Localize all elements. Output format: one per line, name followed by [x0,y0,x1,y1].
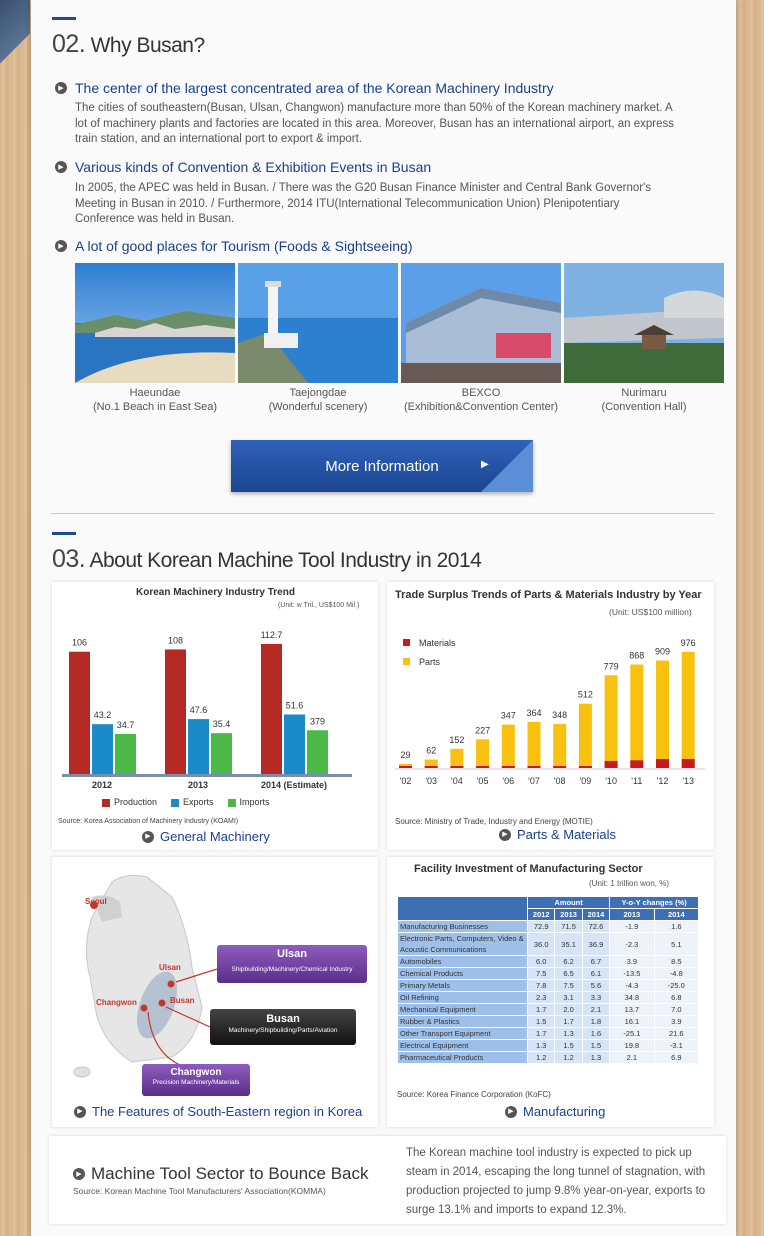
data-label: 106 [71,637,88,648]
category-label: '06 [502,776,515,786]
category-label: 2014 (Estimate) [260,780,328,790]
table-cell: -3.1 [654,1040,698,1052]
photo-caption-taejongdae [238,386,398,414]
table-cell: -25.1 [610,1028,654,1040]
data-label: 62 [426,745,437,756]
table-cell: 1.5 [555,1040,582,1052]
table-cell: 72.6 [582,921,609,933]
bar-exports-0 [92,724,113,774]
general-machinery-legend [102,797,270,807]
table-cell: -4.3 [610,980,654,992]
category-label: '08 [553,776,566,786]
table-row [398,1028,699,1040]
table-cell: 1.5 [582,1040,609,1052]
row-label: Electronic Parts, Computers, Video & Acoustic Communications [398,933,528,956]
table-cell: 1.7 [528,1028,555,1040]
photo-caption-haeundae [75,386,235,414]
table-row [398,933,699,956]
table-cell: 71.5 [555,921,582,933]
data-label: 108 [167,635,184,646]
link-label: General Machinery [160,829,270,844]
table-header-yoy: Y-o-Y changes (%) [610,897,699,909]
table-body [398,921,699,1064]
legend-production: Production [102,797,157,807]
table-cell: 6.9 [654,1052,698,1064]
row-label: Other Transport Equipment [398,1028,528,1040]
busan-feature-box [210,1009,356,1045]
link-label: Manufacturing [523,1104,606,1119]
year-header: 2012 [528,909,555,921]
chart-unit: (Unit: w Tril., US$100 Mil.) [278,602,360,609]
table-cell: -2.3 [610,933,654,956]
data-label: 51.6 [285,700,304,711]
table-cell: 36.9 [582,933,609,956]
chart-title: Korean Machinery Industry Trend [136,587,295,598]
table-cell: 1.7 [555,1016,582,1028]
bar-imports-1 [211,733,232,774]
box-city: Ulsan [277,948,307,960]
section-title: About Korean Machine Tool Industry in 2014 [89,549,482,572]
bar-imports-2 [307,730,328,774]
photo-taejongdae [238,263,398,383]
row-label: Mechanical Equipment [398,1004,528,1016]
point-heading-text: The center of the largest concentrated area of the Korean Machinery Industry [75,80,554,96]
section-accent-bar [52,532,76,535]
point-1-heading [55,80,554,96]
category-label: '05 [476,776,489,786]
photo-name: Haeundae [129,387,181,399]
data-label: 112.7 [260,630,283,640]
link-label: Parts & Materials [517,827,616,842]
table-row [398,980,699,992]
photo-caption-bexco [401,386,561,414]
arrow-bullet-icon: ▶ [55,240,67,252]
bar-materials-4 [502,766,515,768]
bar-materials-5 [528,766,541,768]
table-cell: -4.8 [654,968,698,980]
table-cell: 3.1 [555,992,582,1004]
table-cell: 2.0 [555,1004,582,1016]
row-label: Rubber & Plastics [398,1016,528,1028]
more-information-label: More Information [325,457,439,475]
point-2-text: In 2005, the APEC was held in Busan. / There was the G20 Busan Finance Minister and Central Bank Governor's Meeting in Busan in 2010. / Furthermore, 2014 ITU(International Telecommunication Union) Plenipotentiary Conference was held in Busan. [75,182,652,225]
summary-title: Machine Tool Sector to Bounce Back [91,1164,369,1183]
data-label: 976 [680,637,696,648]
table-header-blank [398,897,528,921]
box-city: Changwon [170,1067,222,1078]
data-label: 47.6 [189,705,208,716]
table-row [398,921,699,933]
table-cell: 1.5 [528,1016,555,1028]
table-title: Facility Investment of Manufacturing Sector [414,863,643,875]
table-cell: 6.8 [654,992,698,1004]
bar-materials-11 [682,759,695,768]
chart-source: Source: Korea Association of Machinery Industry (KOAMI) [58,818,239,825]
bar-materials-6 [553,766,566,768]
table-row [398,1016,699,1028]
bar-materials-2 [450,766,463,768]
region-card [52,857,378,1127]
section-title: Why Busan? [90,34,205,57]
bar-parts-5 [528,722,541,768]
bar-production-1 [165,649,186,774]
photo-subcaption: (Exhibition&Convention Center) [403,401,559,413]
data-label: 29 [400,749,411,760]
investment-table [397,896,699,1064]
manufacturing-card [387,857,714,1127]
parts-materials-link[interactable] [499,827,616,842]
row-label: Chemical Products [398,968,528,980]
bar-materials-8 [605,761,618,768]
row-label: Automobiles [398,956,528,968]
arrow-bullet-icon: ▶ [505,1106,517,1118]
table-cell: 7.0 [654,1004,698,1016]
table-cell: 1.3 [555,1028,582,1040]
table-cell: -1.9 [610,921,654,933]
category-label: 2012 [91,780,113,790]
data-label: 347 [500,710,516,721]
section-accent-bar [52,17,76,20]
table-cell: 2.3 [528,992,555,1004]
category-label: '02 [399,776,412,786]
table-cell: 34.8 [610,992,654,1004]
city-label-busan: Busan [170,996,195,1005]
summary-text: The Korean machine tool industry is expected to pick up steam in 2014, escaping the long tunnel of stagnation, with production projected to jump 9.8% year-on-year, exports to surge 13.1% and imports to expand 12.3%. [406,1147,706,1216]
parts-materials-card [387,582,714,850]
year-header: 2014 [582,909,609,921]
data-label: 34.7 [116,719,135,730]
table-cell: 6.7 [582,956,609,968]
table-cell: 1.2 [528,1052,555,1064]
category-label: '13 [682,776,695,786]
data-label: 868 [629,650,645,661]
category-label: '09 [579,776,592,786]
section-divider [50,513,714,514]
category-label: '04 [451,776,463,786]
row-label: Pharmaceutical Products [398,1052,528,1064]
table-row [398,1004,699,1016]
bar-materials-3 [476,766,489,768]
region-features-link[interactable] [74,1104,362,1119]
data-label: 152 [449,734,465,745]
category-label: '10 [605,776,617,786]
year-header: 2013 [610,909,654,921]
photo-subcaption: (No.1 Beach in East Sea) [92,401,218,413]
table-cell: 1.3 [582,1052,609,1064]
table-cell: 1.2 [555,1052,582,1064]
legend-exports: Exports [171,797,214,807]
ulsan-feature-box [217,945,367,983]
bar-materials-7 [579,766,592,768]
chart-unit: (Unit: US$100 million) [609,607,692,617]
arrow-bullet-icon: ▶ [74,1106,86,1118]
box-desc: Machinery/Shipbuilding/Parts/Aviation [228,1027,338,1034]
table-cell: 5.6 [582,980,609,992]
table-cell: 6.2 [555,956,582,968]
data-label: 379 [309,716,326,727]
data-label: 348 [552,709,568,720]
category-label: '07 [528,776,540,786]
table-row [398,968,699,980]
table-cell: 8.5 [654,956,698,968]
box-desc: Precision Machinery/Materials [152,1079,240,1086]
box-desc: Shipbuilding/Machinery/Chemical Industry [231,966,353,973]
photo-name: Taejongdae [289,387,347,399]
table-cell: 3.9 [654,1016,698,1028]
bar-materials-9 [630,760,643,768]
bar-parts-8 [605,675,618,768]
table-cell: 2.1 [582,1004,609,1016]
table-cell: 6.0 [528,956,555,968]
year-header: 2014 [654,909,698,921]
section-2-heading [52,30,205,59]
arrow-bullet-icon: ▶ [142,831,154,843]
table-cell: 13.7 [610,1004,654,1016]
changwon-feature-box [142,1064,250,1096]
row-label: Manufacturing Businesses [398,921,528,933]
bar-imports-0 [115,734,136,774]
legend-label-materials: Materials [419,638,456,648]
data-label: 35.4 [212,719,231,730]
bar-parts-7 [579,704,592,768]
data-label: 227 [475,725,491,736]
table-cell: 6.5 [555,968,582,980]
general-machinery-card [52,582,378,850]
table-cell: 7.5 [528,968,555,980]
link-label: The Features of South-Eastern region in Korea [92,1104,363,1119]
photo-subcaption: (Convention Hall) [601,401,687,413]
general-machinery-chart [52,612,378,822]
city-label-seoul: Seoul [85,897,107,906]
photo-bexco [401,263,561,383]
table-cell: 5.1 [654,933,698,956]
table-cell: 72.9 [528,921,555,933]
corner-decoration [0,0,30,75]
table-cell: 7.5 [555,980,582,992]
parts-materials-chart [387,612,714,812]
legend-imports: Imports [228,797,270,807]
photo-nurimaru [564,263,724,383]
section-number: 02. [52,30,86,58]
table-cell: 16.1 [610,1016,654,1028]
machine-tool-summary-card [49,1136,726,1224]
bar-parts-10 [656,661,669,768]
point-2-heading [55,159,431,175]
category-label: 2013 [187,780,209,790]
bar-materials-1 [425,766,438,768]
table-cell: 1.6 [654,921,698,933]
table-row [398,992,699,1004]
row-label: Primary Metals [398,980,528,992]
table-cell: 3.3 [582,992,609,1004]
category-label: '12 [656,776,669,786]
table-cell: 1.8 [582,1016,609,1028]
data-label: 779 [603,661,619,672]
point-heading-text: A lot of good places for Tourism (Foods & Sightseeing) [75,238,413,254]
chart-title: Trade Surplus Trends of Parts & Materials Industry by Year [395,589,702,601]
more-information-button[interactable] [231,440,533,492]
table-cell: 6.1 [582,968,609,980]
city-label-changwon: Changwon [96,998,137,1007]
section-3-heading [52,545,481,574]
bar-parts-4 [502,725,515,768]
data-label: 909 [654,646,671,657]
legend-label-parts: Parts [419,657,441,667]
arrow-right-icon: ▶ [481,459,489,470]
table-cell: 1.6 [582,1028,609,1040]
chart-source: Source: Ministry of Trade, Industry and Energy (MOTIE) [395,817,593,826]
photo-name: BEXCO [461,387,501,399]
photo-caption-nurimaru [564,386,724,414]
legend-swatch-materials [403,639,410,646]
table-row [398,1040,699,1052]
row-label: Oil Refining [398,992,528,1004]
bar-parts-2 [450,749,463,768]
general-machinery-link[interactable] [142,829,270,844]
year-header: 2013 [555,909,582,921]
category-label: '11 [631,776,643,786]
photo-subcaption: (Wonderful scenery) [268,401,368,413]
summary-heading [73,1164,369,1184]
bar-parts-3 [476,739,489,768]
table-cell: 36.0 [528,933,555,956]
city-label-ulsan: Ulsan [159,963,181,972]
arrow-bullet-icon: ▶ [499,829,511,841]
table-row [398,1052,699,1064]
table-source: Source: Korea Finance Corporation (KoFC) [397,1090,551,1099]
data-label: 43.2 [93,710,112,721]
box-city: Busan [266,1013,300,1025]
table-cell: 1.7 [528,1004,555,1016]
photo-haeundae [75,263,235,383]
table-cell: 7.8 [528,980,555,992]
table-cell: 19.8 [610,1040,654,1052]
bar-exports-1 [188,719,209,774]
bar-production-0 [69,652,90,774]
table-cell: -25.0 [654,980,698,992]
bar-materials-0 [399,766,412,768]
bar-parts-9 [630,665,643,768]
table-cell: 1.3 [528,1040,555,1052]
table-cell: 3.9 [610,956,654,968]
bar-materials-10 [656,759,669,768]
point-1-text: The cities of southeastern(Busan, Ulsan, Changwon) manufacture more than 50% of the Korean machinery market. A lot of machinery plants and factories are located in this area. Moreover, Busan has an international airport, an express train station, and an international port to export & import. [75,102,674,145]
table-cell: 21.6 [654,1028,698,1040]
arrow-bullet-icon: ▶ [55,161,67,173]
table-row [398,956,699,968]
bar-parts-11 [682,652,695,768]
bar-production-2 [261,644,282,774]
photo-name: Nurimaru [621,387,667,399]
row-label: Electrical Equipment [398,1040,528,1052]
table-header-row [398,897,699,909]
summary-source: Source: Korean Machine Tool Manufacturers' Association(KOMMA) [73,1186,326,1196]
arrow-bullet-icon: ▶ [73,1168,85,1180]
data-label: 512 [577,689,593,700]
arrow-bullet-icon: ▶ [55,82,67,94]
table-cell: -13.5 [610,968,654,980]
category-label: '03 [425,776,438,786]
data-label: 364 [526,707,542,718]
point-3-heading [55,238,412,254]
bar-parts-6 [553,724,566,768]
manufacturing-link[interactable] [505,1104,605,1119]
legend-swatch-parts [403,658,410,665]
table-unit: (Unit: 1 trillion won, %) [589,879,670,888]
section-number: 03. [52,545,86,573]
x-axis [62,774,352,777]
point-heading-text: Various kinds of Convention & Exhibition Events in Busan [75,159,432,175]
bar-exports-2 [284,714,305,774]
table-cell: 35.1 [555,933,582,956]
table-header-amount: Amount [528,897,610,909]
table-cell: 2.1 [610,1052,654,1064]
